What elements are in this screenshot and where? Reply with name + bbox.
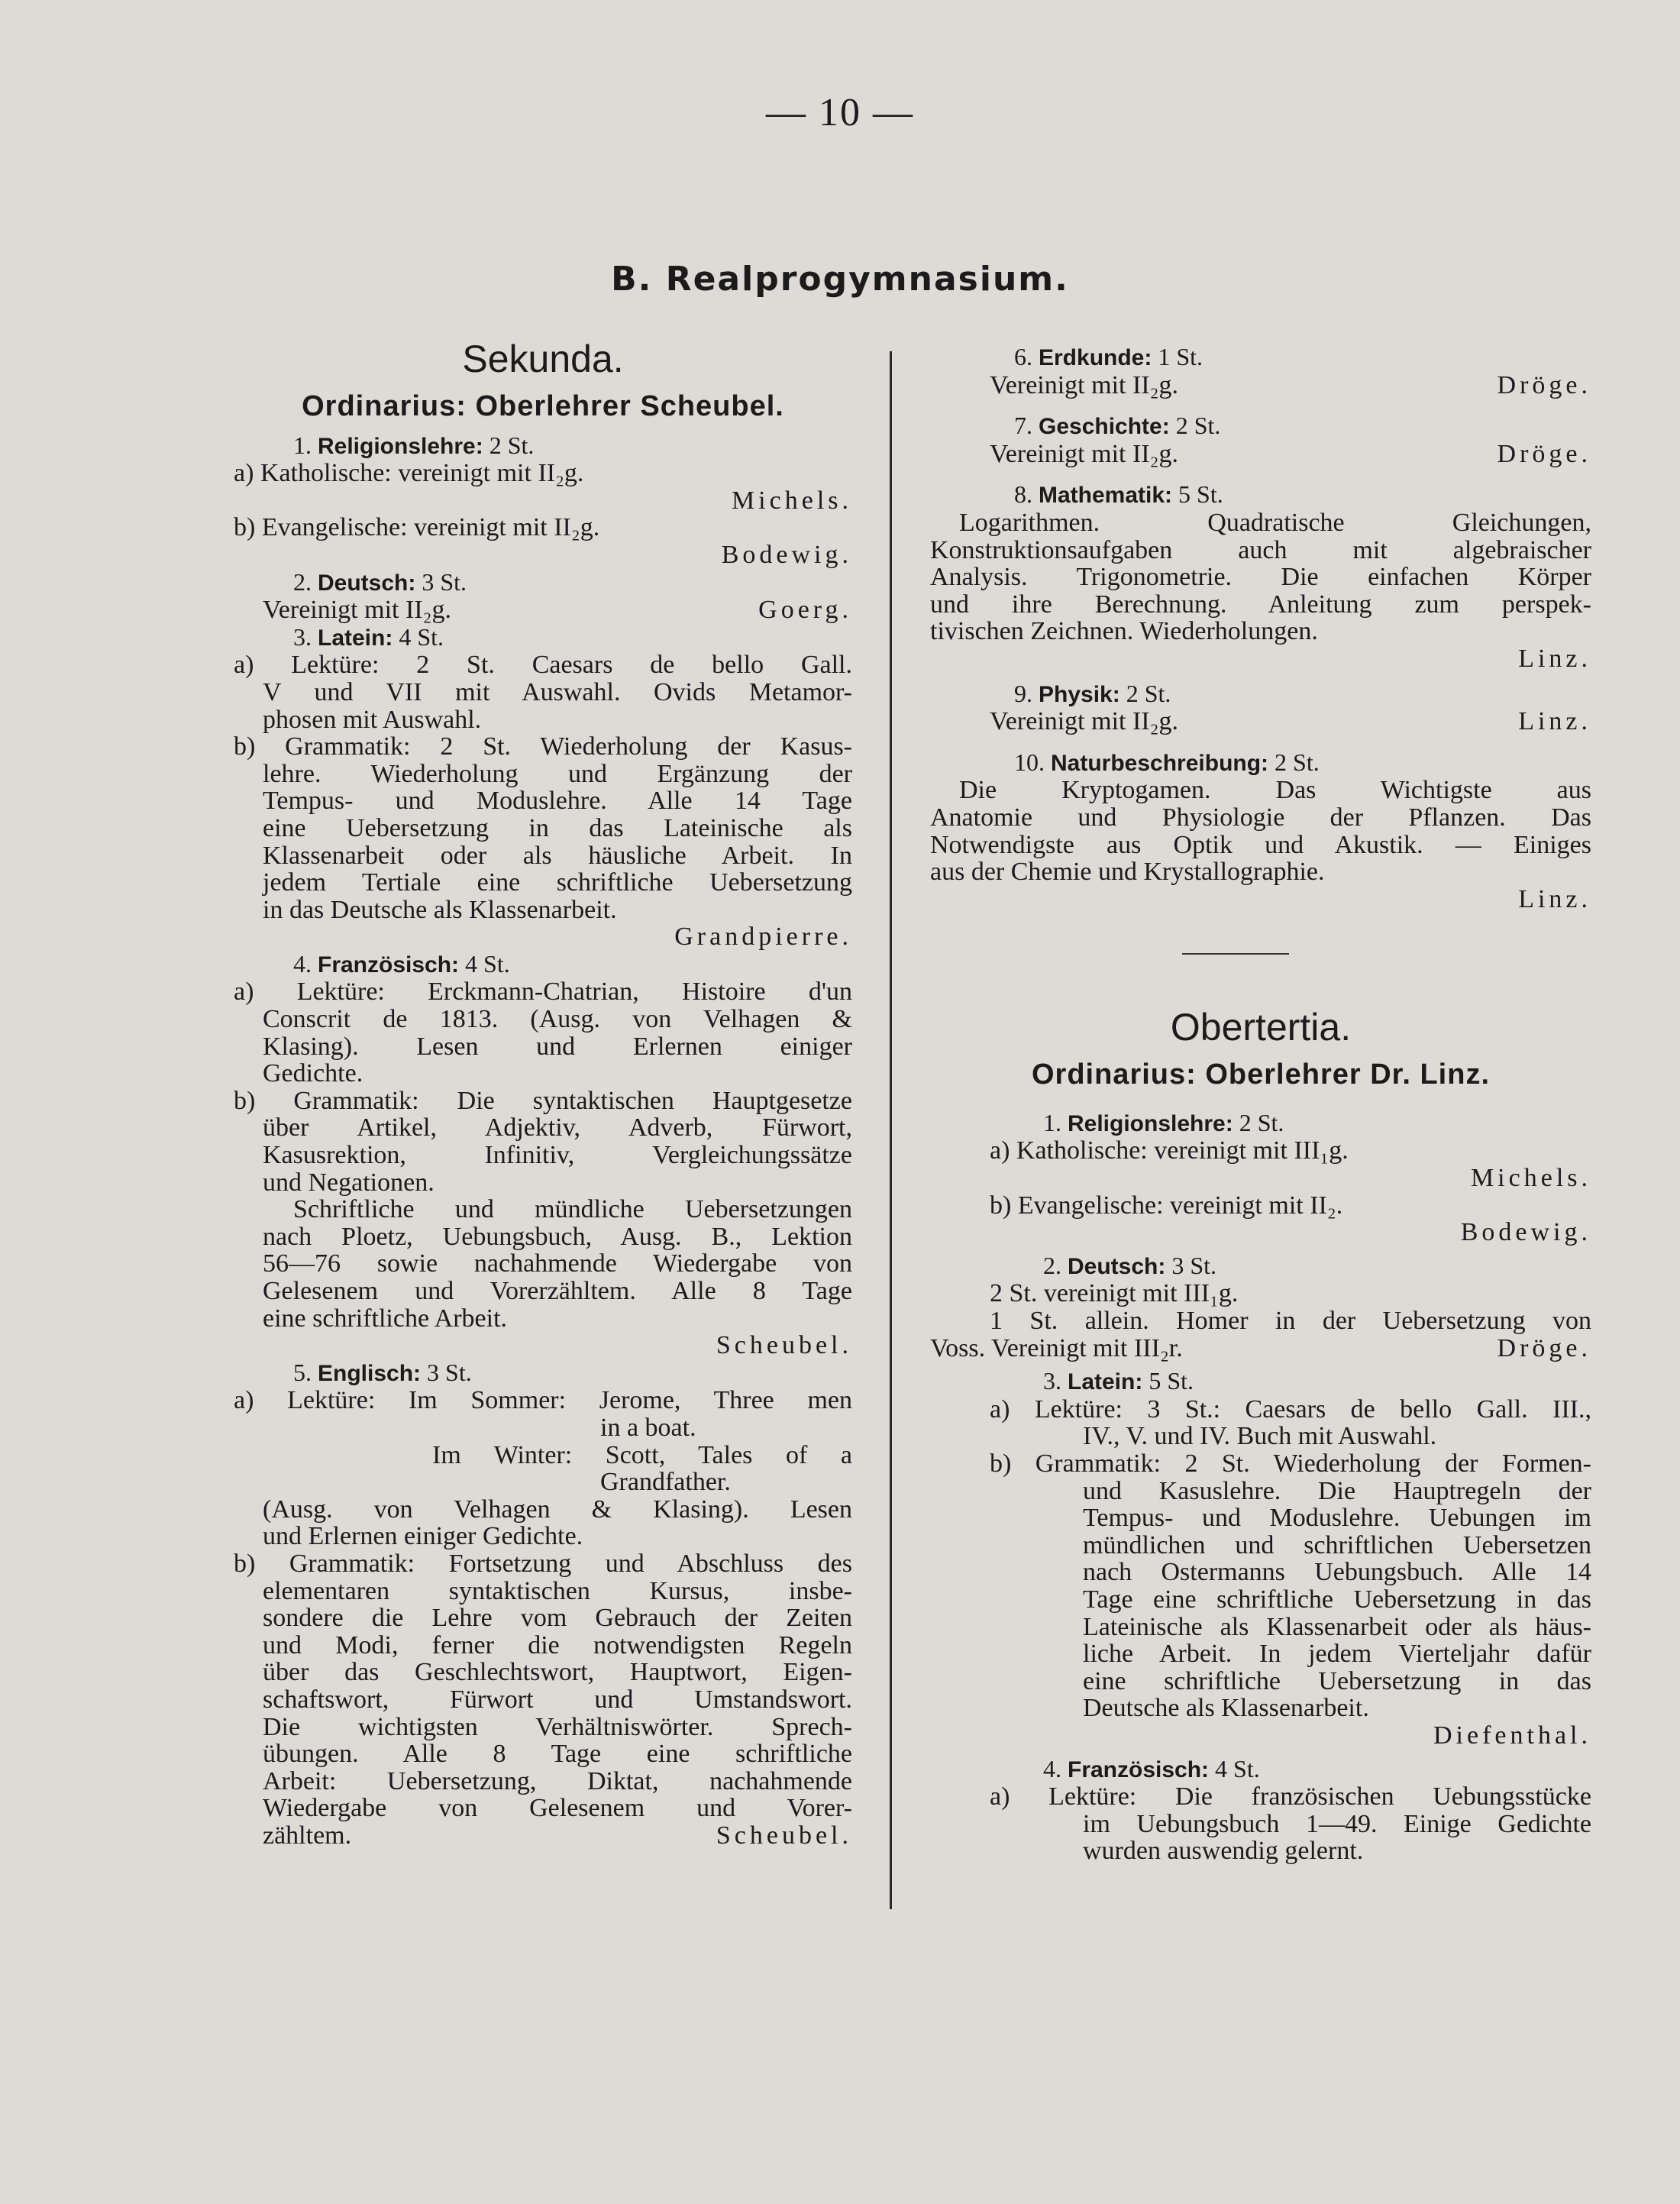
teacher-name: Dröge. [1497,1333,1591,1362]
text-line: b) Evangelische: vereinigt mit II₂g. [234,513,600,542]
subject-name: Naturbeschreibung: [1051,750,1269,776]
text-line: (Ausg. von Velhagen & Klasing). Lesen [263,1495,852,1524]
text-line: lehre. Wiederholung und Ergänzung der [263,759,852,788]
text-line: b) Grammatik: Fortsetzung und Abschluss des [234,1549,852,1578]
text-line: und Erlernen einiger Gedichte. [263,1522,583,1551]
text-line: eine schriftliche Arbeit. [263,1304,508,1333]
section-heading-sekunda: Sekunda. [462,338,624,380]
text-line: a) Lektüre: 3 St.: Caesars de bello Gall. III., [990,1394,1591,1424]
text-line: 2 St. vereinigt mit III₁g. [990,1279,1239,1308]
subject-number: 2. [293,567,312,596]
subject-hours: 5 St. [1178,480,1223,509]
section-spacer [930,913,1591,1004]
subject-hours: 3 St. [1171,1251,1217,1279]
text-line: eine schriftliche Uebersetzung in das [1083,1666,1591,1695]
text-line: 56—76 sowie nachahmende Wiedergabe von [263,1249,852,1278]
text-line: a) Katholische: vereinigt mit III₁g. [990,1136,1349,1165]
text-line: Tage eine schriftliche Uebersetzung in das [1083,1585,1591,1614]
subject-heading-latein [930,1368,1591,1396]
text-line: Gelesenem und Vorerzähltem. Alle 8 Tage [263,1277,852,1305]
subject-name: Latein: [318,625,393,651]
text-line: phosen mit Auswahl. [263,705,482,734]
subject-number: 4. [1043,1754,1061,1782]
text-line: Lateinische als Klassenarbeit oder als häus- [1083,1612,1591,1641]
text-line: 1 St. allein. Homer in der Uebersetzung von [990,1307,1591,1336]
text-line: mündlichen und schriftlichen Uebersetzen [1083,1530,1591,1559]
subject-number: 7. [1014,412,1032,440]
subject-number: 3. [293,622,312,651]
subject-hours: 2 St. [1275,748,1320,776]
text-line: Tempus- und Moduslehre. Alle 14 Tage [263,787,852,816]
text-line: b) Grammatik: 2 St. Wiederholung der Kasus- [234,732,852,761]
text-line: sondere die Lehre vom Gebrauch der Zeiten [263,1604,852,1633]
ordinarius-sekunda: Ordinarius: Oberlehrer Scheubel. [302,390,784,422]
text-segment: Vereinigt mit II₂g. [990,707,1178,736]
subject-heading-erdkunde [930,344,1591,372]
subject-number: 1. [1043,1108,1061,1136]
subject-hours: 4 St. [1215,1754,1260,1782]
subject-hours: 2 St. [489,431,535,459]
subject-number: 2. [1043,1251,1061,1279]
text-line [930,372,1591,399]
subject-name: Erdkunde: [1039,345,1152,370]
text-line: Anatomie und Physiologie der Pflanzen. Das [930,803,1591,832]
text-line: IV., V. und IV. Buch mit Auswahl. [1083,1422,1437,1451]
text-line: Klasing). Lesen und Erlernen einiger [263,1032,852,1061]
subject-number: 4. [293,949,312,978]
teacher-name: Linz. [1518,707,1591,736]
text-line: übungen. Alle 8 Tage eine schriftliche [263,1740,852,1769]
subject-name: Religionslehre: [318,433,483,459]
text-line: schaftswort, Fürwort und Umstandswort. [263,1685,852,1714]
subject-heading-deutsch [234,569,852,597]
text-line: a) Katholische: vereinigt mit II₂g. [234,459,584,488]
subject-hours: 2 St. [1175,412,1221,440]
subject-name: Französisch: [1068,1756,1210,1782]
text-line: und ihre Berechnung. Anleitung zum perspek- [930,590,1591,619]
subject-name: Deutsch: [318,570,416,596]
teacher-name: Linz. [1518,884,1591,913]
text-segment: Voss. Vereinigt mit III₂r. [930,1333,1183,1362]
subject-number: 9. [1014,679,1032,707]
subject-number: 8. [1014,480,1032,509]
subject-number: 6. [1014,343,1032,370]
text-line: Im Winter: Scott, Tales of a [432,1440,852,1469]
teacher-name: Scheubel. [716,1821,852,1850]
teacher-name: Dröge. [1497,439,1591,468]
teacher-name: Diefenthal. [1433,1721,1591,1750]
teacher-name: Goerg. [758,596,852,625]
text-line: Deutsche als Klassenarbeit. [1083,1694,1369,1723]
text-line: b) Grammatik: Die syntaktischen Hauptgesetze [234,1086,852,1115]
section-rule [1182,953,1289,955]
ordinarius-obertertia: Ordinarius: Oberlehrer Dr. Linz. [1031,1058,1490,1091]
text-line: Conscrit de 1813. (Ausg. von Velhagen & [263,1005,852,1034]
text-line: elementaren syntaktischen Kursus, insbe- [263,1576,852,1605]
text-line: in das Deutsche als Klassenarbeit. [263,895,617,924]
text-line: über Artikel, Adjektiv, Adverb, Fürwort, [263,1113,852,1142]
text-line: Die Kryptogamen. Das Wichtigste aus [959,776,1591,805]
teacher-name: Dröge. [1497,370,1591,399]
text-line: Kasusrektion, Infinitiv, Vergleichungssätze [263,1141,852,1170]
text-line: b) Grammatik: 2 St. Wiederholung der Formen- [990,1449,1591,1478]
subject-name: Geschichte: [1039,414,1170,440]
subject-hours: 1 St. [1158,343,1203,370]
subject-name: Englisch: [318,1360,422,1386]
subject-number: 3. [1043,1367,1061,1395]
subject-heading-religion [234,432,852,461]
text-line: Klassenarbeit oder als häusliche Arbeit. In [263,841,852,870]
text-line: a) Lektüre: Erckmann-Chatrian, Histoire d'un [234,978,852,1007]
subject-hours: 2 St. [1126,679,1171,707]
section-heading-obertertia: Obertertia. [1170,1006,1352,1049]
subject-hours: 3 St. [422,567,467,596]
subject-heading-latein [234,624,852,652]
subject-hours: 4 St. [465,949,510,978]
subject-name: Deutsch: [1068,1253,1166,1279]
teacher-name: Michels. [731,486,852,515]
subject-hours: 3 St. [427,1358,472,1386]
subject-name: Religionslehre: [1068,1110,1233,1136]
subject-number: 1. [293,431,312,459]
text-line: über das Geschlechtswort, Hauptwort, Eigen- [263,1658,852,1687]
subject-heading-religion [930,1110,1591,1138]
text-line: b) Evangelische: vereinigt mit II₂. [990,1191,1343,1220]
subject-heading-deutsch [930,1252,1591,1281]
subject-heading-physik [930,680,1591,709]
subject-name: Mathematik: [1039,483,1173,509]
text-line: aus der Chemie und Krystallographie. [930,858,1325,887]
subject-heading-mathematik [930,481,1591,509]
text-line: nach Ploetz, Uebungsbuch, Ausg. B., Lektion [263,1222,852,1251]
subject-number: 10. [1014,748,1045,776]
text-segment: Vereinigt mit II₂g. [990,439,1178,468]
text-segment: Vereinigt mit II₂g. [990,370,1178,399]
teacher-name: Bodewig. [1460,1218,1591,1247]
subject-name: Physik: [1039,681,1120,707]
text-line: und Modi, ferner die notwendigsten Regeln [263,1630,852,1659]
text-line: Notwendigste aus Optik und Akustik. — Einiges [930,830,1591,859]
text-line: Analysis. Trigonometrie. Die einfachen Körper [930,563,1591,592]
subject-heading-franzoesisch [234,951,852,979]
subject-hours: 4 St. [399,622,444,651]
text-line: und Kasuslehre. Die Hauptregeln der [1083,1476,1591,1505]
text-line: wurden auswendig gelernt. [1083,1837,1364,1866]
text-line: in a boat. [600,1413,696,1442]
subject-heading-franzoesisch [930,1756,1591,1784]
subject-heading-naturbeschreibung [930,749,1591,777]
text-segment: Vereinigt mit II₂g. [263,596,451,625]
teacher-name: Grandpierre. [674,923,852,952]
page-title: B. Realprogymnasium. [611,260,1069,299]
teacher-name: Scheubel. [716,1331,852,1360]
text-line: Gedichte. [263,1059,363,1088]
text-line: Grandfather. [600,1468,731,1497]
subject-number: 5. [293,1358,312,1386]
text-line: a) Lektüre: Im Sommer: Jerome, Three men [234,1386,852,1415]
text-line: und Negationen. [263,1168,435,1197]
subject-name: Latein: [1068,1369,1143,1395]
text-line: liche Arbeit. In jedem Vierteljahr dafür [1083,1640,1591,1669]
teacher-name: Michels. [1470,1164,1591,1193]
text-line: jedem Tertiale eine schriftliche Uebersetzung [263,868,852,897]
right-column [930,344,1591,1865]
text-line: Die wichtigsten Verhältniswörter. Sprech- [263,1712,852,1741]
text-line [930,1335,1591,1362]
text-line: a) Lektüre: 2 St. Caesars de bello Gall. [234,651,852,680]
subject-name: Französisch: [318,952,460,978]
subject-heading-geschichte [930,412,1591,441]
text-line [234,1822,852,1850]
subject-hours: 5 St. [1149,1367,1194,1395]
left-column [234,336,852,1849]
subject-hours: 2 St. [1239,1108,1284,1136]
text-line: nach Ostermanns Uebungsbuch. Alle 14 [1083,1558,1591,1587]
text-line: im Uebungsbuch 1—49. Einige Gedichte [1083,1809,1591,1838]
page-number: — 10 — [766,91,914,134]
column-divider [890,351,892,1909]
text-line [234,596,852,624]
text-line: Logarithmen. Quadratische Gleichungen, [959,508,1591,537]
text-line: Wiedergabe von Gelesenem und Vorer- [263,1794,852,1823]
text-line: Schriftliche und mündliche Uebersetzungen [293,1195,852,1224]
text-line [930,441,1591,468]
text-line: V und VII mit Auswahl. Ovids Metamor- [263,677,852,706]
text-line: a) Lektüre: Die französischen Uebungsstücke [990,1782,1591,1811]
teacher-name: Linz. [1518,644,1591,673]
text-line: Tempus- und Moduslehre. Uebungen im [1083,1504,1591,1533]
text-line: Arbeit: Uebersetzung, Diktat, nachahmende [263,1766,852,1795]
subject-heading-englisch [234,1359,852,1388]
text-line: eine Uebersetzung in das Lateinische als [263,813,852,842]
text-line: tivischen Zeichnen. Wiederholungen. [930,617,1318,646]
text-segment: zähltem. [263,1821,352,1850]
teacher-name: Bodewig. [721,540,852,569]
text-line [930,708,1591,735]
text-line: Konstruktionsaufgaben auch mit algebraischer [930,535,1591,564]
